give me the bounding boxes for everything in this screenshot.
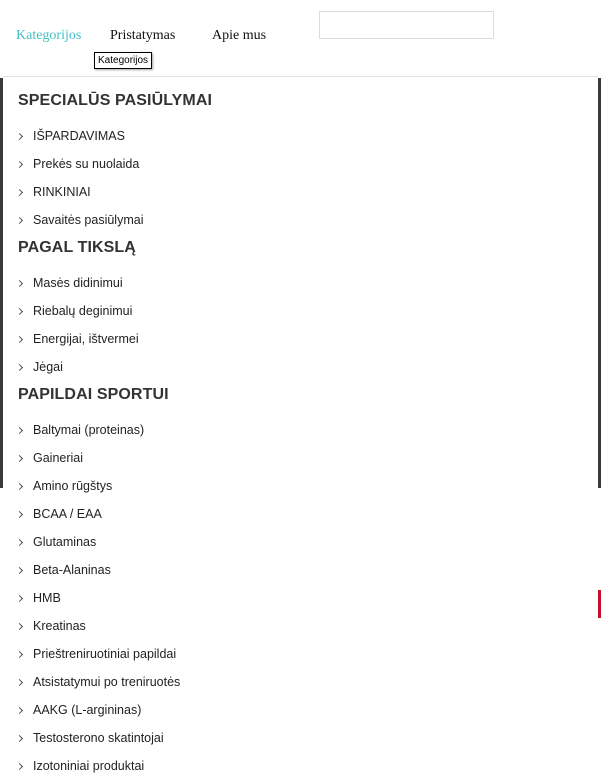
search-input[interactable] [319, 11, 494, 39]
nav-link-pristatymas[interactable]: Pristatymas [110, 28, 176, 43]
top-navigation [0, 0, 601, 72]
chevron-right-icon [16, 335, 23, 342]
section-title-special-offers: SPECIALŪS PASIŪLYMAI [18, 92, 213, 109]
menu-item-jegai[interactable] [17, 357, 63, 377]
menu-item-label: Savaitės pasiūlymai [33, 213, 144, 227]
menu-item-kreatinas[interactable] [17, 616, 86, 636]
menu-item-label: Testosterono skatintojai [33, 731, 164, 745]
menu-item-prekes-su-nuolaida[interactable] [17, 154, 139, 174]
menu-item-atsistatymui[interactable] [17, 672, 180, 692]
chevron-right-icon [16, 762, 23, 769]
menu-item-label: AAKG (L-argininas) [33, 703, 142, 717]
chevron-right-icon [16, 132, 23, 139]
menu-item-label: Baltymai (proteinas) [33, 423, 145, 437]
menu-item-testosterono-skatintojai[interactable] [17, 728, 164, 748]
menu-item-label: Riebalų deginimui [33, 304, 133, 318]
chevron-right-icon [16, 216, 23, 223]
menu-item-label: Energijai, ištvermei [33, 332, 139, 346]
chevron-right-icon [16, 482, 23, 489]
menu-item-beta-alaninas[interactable] [17, 560, 111, 580]
menu-item-energijai-istvermei[interactable] [17, 329, 139, 349]
menu-item-ispardavimas[interactable] [17, 126, 125, 146]
nav-link-apie-mus[interactable]: Apie mus [212, 28, 267, 43]
chevron-right-icon [16, 279, 23, 286]
chevron-right-icon [16, 160, 23, 167]
menu-item-label: Beta-Alaninas [33, 563, 111, 577]
menu-item-izotoniniai-produktai[interactable] [17, 756, 144, 776]
chevron-right-icon [16, 622, 23, 629]
menu-item-aakg[interactable] [17, 700, 141, 720]
categories-dropdown-menu [3, 76, 598, 779]
menu-item-amino-rugstys[interactable] [17, 476, 112, 496]
chevron-right-icon [16, 538, 23, 545]
chevron-right-icon [16, 650, 23, 657]
menu-item-label: Prieštreniruotiniai papildai [33, 647, 177, 661]
chevron-right-icon [16, 594, 23, 601]
menu-item-label: Masės didinimui [33, 276, 123, 290]
menu-item-label: IŠPARDAVIMAS [33, 129, 125, 143]
chevron-right-icon [16, 566, 23, 573]
chevron-right-icon [16, 363, 23, 370]
menu-item-riebalu-deginimui[interactable] [17, 301, 132, 321]
tooltip: Kategorijos [94, 52, 152, 69]
menu-item-label: Jėgai [33, 360, 63, 374]
menu-item-savaites-pasiulymai[interactable] [17, 210, 143, 230]
menu-item-label: Gaineriai [33, 451, 84, 465]
chevron-right-icon [16, 307, 23, 314]
menu-item-baltymai[interactable] [17, 420, 144, 440]
menu-item-mases-didinimui[interactable] [17, 273, 123, 293]
menu-item-label: Izotoniniai produktai [33, 759, 145, 773]
chevron-right-icon [16, 678, 23, 685]
menu-item-label: Prekės su nuolaida [33, 157, 140, 171]
menu-item-label: Atsistatymui po treniruotės [33, 675, 181, 689]
chevron-right-icon [16, 188, 23, 195]
menu-item-glutaminas[interactable] [17, 532, 96, 552]
menu-item-hmb[interactable] [17, 588, 61, 608]
menu-item-bcaa-eaa[interactable] [17, 504, 102, 524]
menu-item-label: Kreatinas [33, 619, 86, 633]
chevron-right-icon [16, 706, 23, 713]
menu-item-label: RINKINIAI [33, 185, 91, 199]
nav-link-kategorijos[interactable]: Kategorijos [16, 28, 82, 43]
menu-item-label: Glutaminas [33, 535, 97, 549]
menu-item-gaineriai[interactable] [17, 448, 83, 468]
menu-item-label: BCAA / EAA [33, 507, 102, 521]
menu-item-rinkiniai[interactable] [17, 182, 91, 202]
menu-item-label: HMB [33, 591, 61, 605]
chevron-right-icon [16, 426, 23, 433]
chevron-right-icon [16, 454, 23, 461]
menu-item-priestreniruotiniai[interactable] [17, 644, 176, 664]
menu-item-label: Amino rūgštys [33, 479, 113, 493]
chevron-right-icon [16, 734, 23, 741]
section-title-sport-supplements: PAPILDAI SPORTUI [18, 386, 169, 403]
chevron-right-icon [16, 510, 23, 517]
section-title-by-goal: PAGAL TIKSLĄ [18, 239, 136, 256]
